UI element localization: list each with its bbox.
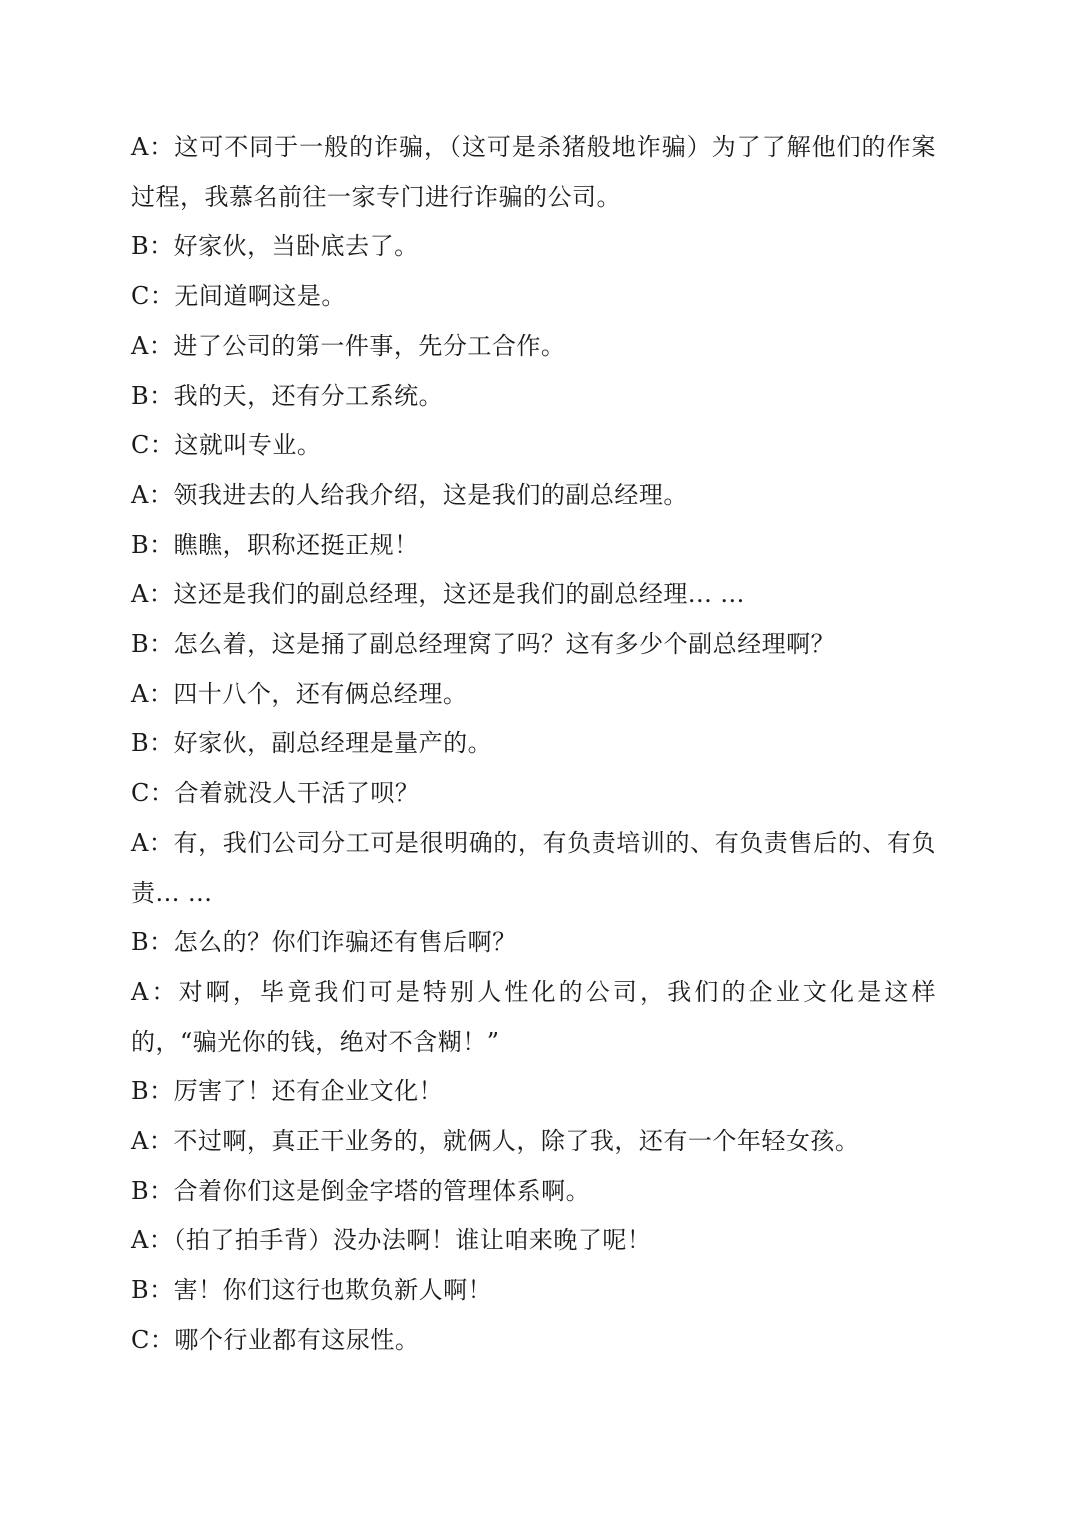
dialogue-line: A：有，我们公司分工可是很明确的，有负责培训的、有负责售后的、有负责... ... — [131, 828, 936, 907]
dialogue-line: A：对啊，毕竟我们可是特别人性化的公司，我们的企业文化是这样的，“骗光你的钱，绝对不含糊！” — [131, 977, 936, 1056]
dialogue-line: B：怎么着，这是捅了副总经理窝了吗？这有多少个副总经理啊？ — [131, 630, 836, 659]
dialogue-line: A：不过啊，真正干业务的，就俩人，除了我，还有一个年轻女孩。 — [131, 1127, 860, 1156]
dialogue-line: A：四十八个，还有俩总经理。 — [131, 679, 468, 708]
dialogue-line: B：瞧瞧，职称还挺正规！ — [131, 530, 419, 559]
dialogue-line: C：无间道啊这是。 — [131, 282, 346, 311]
dialogue-line: B：害！你们这行也欺负新人啊！ — [131, 1276, 493, 1305]
dialogue-line: B：好家伙，副总经理是量产的。 — [131, 729, 493, 758]
dialogue-line: A：进了公司的第一件事，先分工合作。 — [131, 331, 566, 360]
dialogue-line: B：厉害了！还有企业文化！ — [131, 1077, 444, 1106]
dialogue-script — [131, 123, 936, 1366]
dialogue-line: B：我的天，还有分工系统。 — [131, 381, 444, 410]
dialogue-line: B：好家伙，当卧底去了。 — [131, 232, 419, 261]
dialogue-line: A：这可不同于一般的诈骗，（这可是杀猪般地诈骗）为了了解他们的作案过程，我慕名前往一家专门进行诈骗的公司。 — [131, 133, 936, 211]
dialogue-line: C：哪个行业都有这尿性。 — [131, 1325, 420, 1354]
dialogue-line: B：合着你们这是倒金字塔的管理体系啊。 — [131, 1176, 591, 1205]
dialogue-line: B：怎么的？你们诈骗还有售后啊？ — [131, 928, 517, 957]
dialogue-line: A：这还是我们的副总经理，这还是我们的副总经理... ... — [131, 580, 745, 609]
dialogue-line: A：领我进去的人给我介绍，这是我们的副总经理。 — [131, 480, 688, 509]
dialogue-line: C：合着就没人干活了呗？ — [131, 779, 420, 808]
dialogue-line: C：这就叫专业。 — [131, 431, 322, 460]
dialogue-line: A：（拍了拍手背）没办法啊！谁让咱来晚了呢！ — [131, 1226, 652, 1255]
